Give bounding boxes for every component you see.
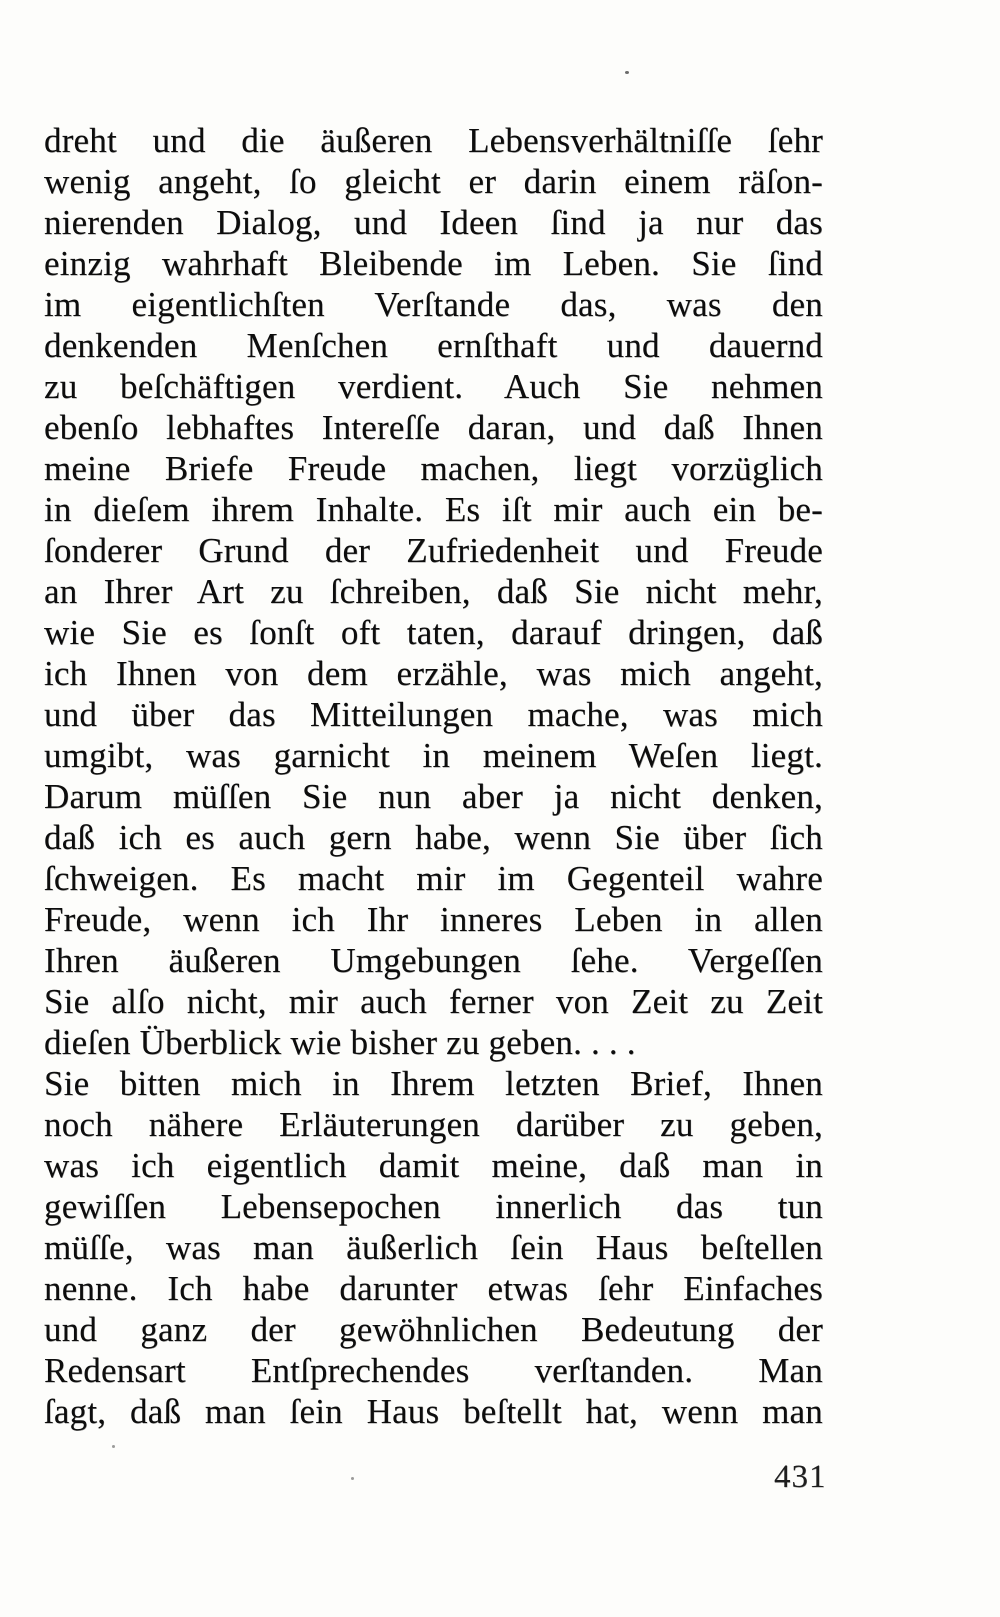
- text-line: nenne. Ich habe darunter etwas ſehr Einfaches: [44, 1269, 823, 1308]
- text-line: an Ihrer Art zu ſchreiben, daß Sie nicht mehr,: [44, 572, 823, 611]
- text-line: gewiſſen Lebensepochen innerlich das tun: [44, 1187, 823, 1226]
- text-line: was ich eigentlich damit meine, daß man in: [44, 1146, 823, 1185]
- text-line: Freude, wenn ich Ihr inneres Leben in allen: [44, 900, 823, 939]
- text-line: ſagt, daß man ſein Haus beſtellt hat, wenn man: [44, 1392, 823, 1431]
- text-line: Ihren äußeren Umgebungen ſehe. Vergeſſen: [44, 941, 823, 980]
- text-line: dreht und die äußeren Lebensverhältniſſe ſehr: [44, 121, 823, 160]
- text-line: Darum müſſen Sie nun aber ja nicht denken,: [44, 777, 823, 816]
- text-line: ſchweigen. Es macht mir im Gegenteil wahre: [44, 859, 823, 898]
- text-line: nierenden Dialog, und Ideen ſind ja nur das: [44, 203, 823, 242]
- text-line: wenig angeht, ſo gleicht er darin einem räſon-: [44, 162, 823, 201]
- text-line: denkenden Menſchen ernſthaft und dauernd: [44, 326, 823, 365]
- text-block: [44, 120, 823, 1432]
- text-line: ſonderer Grund der Zufriedenheit und Freude: [44, 531, 823, 570]
- scan-speck: [112, 1445, 115, 1448]
- text-line: in dieſem ihrem Inhalte. Es iſt mir auch ein be-: [44, 490, 823, 529]
- text-line: wie Sie es ſonſt oft taten, darauf dringen, daß: [44, 613, 823, 652]
- text-line: einzig wahrhaft Bleibende im Leben. Sie ſind: [44, 244, 823, 283]
- text-line: Sie alſo nicht, mir auch ferner von Zeit zu Zeit: [44, 982, 823, 1021]
- text-line: und ganz der gewöhnlichen Bedeutung der: [44, 1310, 823, 1349]
- scan-speck: [351, 1477, 354, 1480]
- text-line: Sie bitten mich in Ihrem letzten Brief, Ihnen: [44, 1064, 823, 1103]
- text-line: und über das Mitteilungen mache, was mich: [44, 695, 823, 734]
- page-number: 431: [774, 1459, 827, 1495]
- text-line: noch nähere Erläuterungen darüber zu geben,: [44, 1105, 823, 1144]
- text-line: ebenſo lebhaftes Intereſſe daran, und daß Ihnen: [44, 408, 823, 447]
- text-line: meine Briefe Freude machen, liegt vorzüglich: [44, 449, 823, 488]
- text-line: Redensart Entſprechendes verſtanden. Man: [44, 1351, 823, 1390]
- text-line: daß ich es auch gern habe, wenn Sie über ſich: [44, 818, 823, 857]
- text-line: im eigentlichſten Verſtande das, was den: [44, 285, 823, 324]
- text-line: umgibt, was garnicht in meinem Weſen liegt.: [44, 736, 823, 775]
- text-line: ich Ihnen von dem erzähle, was mich angeht,: [44, 654, 823, 693]
- text-line: müſſe, was man äußerlich ſein Haus beſtellen: [44, 1228, 823, 1267]
- text-line: zu beſchäftigen verdient. Auch Sie nehmen: [44, 367, 823, 406]
- text-line: dieſen Überblick wie bisher zu geben. . . .: [44, 1023, 636, 1062]
- scan-speck: [625, 71, 629, 74]
